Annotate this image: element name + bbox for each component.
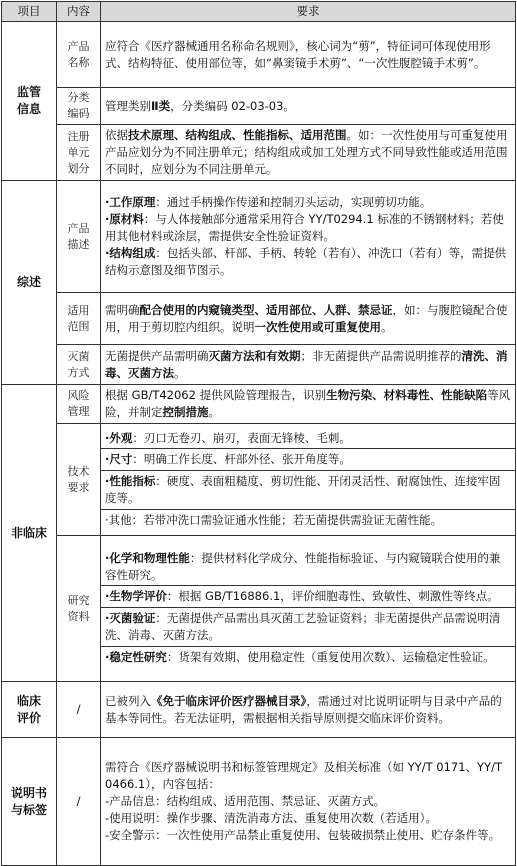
section-title-line: 评价 [16,710,41,725]
list-item: -安全警示：一次性使用产品禁止重复使用、包装破损禁止使用、贮存条件等。 [105,828,501,842]
text-bold: ·结构组成 [105,246,156,260]
text-segment: ：提供材料化学成分、性能指标验证、与内窥镜联合使用的兼容性研究。 [105,551,501,582]
label-line: 注册 [67,129,90,143]
text-bold: ·化学和物理性能 [105,551,190,565]
label-line: 风险 [67,389,90,402]
text-segment: ：刃口无卷刃、崩刃，表面无锋棱、毛刺。 [132,430,351,445]
section-title-line: 说明书 [10,785,47,800]
text-bold: 一次性使用或可重复使用 [254,319,381,334]
text-segment: 。 [208,405,220,419]
table-row [2,22,516,88]
text-segment: 。如：一次性使用与可重复使用产品应划分为不同注册单元；结构组成或加工处理方式不同导致性能或适用范围不同时，应划分为不同注册单元。 [105,128,508,176]
label-line: 要求 [67,480,90,494]
text-segment: ·其他：若带冲洗口需验证通水性能；若无菌提供需验证无菌性能。 [101,509,515,531]
risk-management-text [101,385,516,424]
text-segment: ，需通过对比说明证明与目录中产品的基本等同性。若无法证明，需根据相关指导原则提交临床评价资料。 [105,693,502,725]
text-segment: ：明确工作长度、杆部外径、张开角度等。 [132,451,351,466]
text-segment: 无菌提供产品需明确 [105,348,209,363]
text-segment: 。 [381,319,393,334]
text-segment: ：通过手柄操作传递和控制刃头运动，实现剪切功能。 [155,195,432,209]
research-data-text [101,536,516,682]
text-bold: 《免于临床评价医疗器械目录》 [151,693,307,708]
sterilization-label [57,345,101,385]
text-bold: ·外观 [105,430,133,445]
text-segment: 需符合《医疗器械说明书和标签管理规定》及相关标准（如 YY/T 0171、YY/T 0466.1），内容包括： [105,760,502,791]
product-description-text [101,181,516,293]
label-line: 划分 [67,161,90,175]
table-row [2,293,516,345]
label-line: 管理 [67,405,90,418]
section-overview-title: 综述 [2,181,57,385]
table-row [2,345,516,385]
requirements-table [1,1,516,866]
text-bold: 配合使用的内窥镜类型、适用部位、人群、禁忌证 [139,302,393,317]
label-line: 资料 [67,609,90,623]
text-segment: 已被列入 [105,693,151,708]
section-title-line: 信息 [16,102,41,116]
section-clinical-title [2,682,57,738]
section-title-line: 与标签 [10,802,47,817]
table-row [2,181,516,293]
label-line: 编码 [67,107,90,120]
header-item: 项目 [2,2,57,22]
text-segment: ：硬度、表面粗糙度、剪切性能、开闭灵活性、耐腐蚀性、连接牢固度等。 [105,473,501,505]
table-row [2,88,516,125]
section-labeling-title [2,738,57,866]
text-segment: ；非无菌提供产品需说明推荐的 [300,348,462,363]
text-bold: ·生物学评价 [105,589,167,603]
label-line: 研究 [67,593,90,607]
text-bold: 控制措施 [162,405,209,419]
text-segment: ，分类编码 02-03-03。 [170,98,295,113]
labeling-content: / [57,738,101,866]
text-segment: 。 [174,365,186,380]
text-segment: 依据 [105,128,128,142]
intended-use-label [57,293,101,345]
technical-requirements-text [101,424,516,536]
text-segment: ：无菌提供产品需出具灭菌工艺验证资料；非无菌提供产品需说明清洗、消毒、灭菌方法。 [105,611,501,642]
text-bold: ·稳定性研究 [105,650,167,664]
table-row [2,385,516,424]
label-line: 分类 [67,91,90,104]
table-row [2,424,516,536]
text-bold: 技术原理、结构组成、性能指标、适用范围 [128,128,347,142]
text-bold: ·原材料 [105,212,144,226]
product-name-label [57,22,101,88]
classification-text [101,88,516,125]
label-line: 产品 [67,221,90,235]
text-bold: ·灭菌验证 [105,611,156,625]
section-title-line: 监管 [16,85,41,99]
technical-requirements-label [57,424,101,536]
clinical-text [101,682,516,738]
list-item: -产品信息：结构组成、适用范围、禁忌证、灭菌方式。 [105,794,386,808]
label-line: 技术 [67,464,90,478]
section-regulatory-title [2,22,57,181]
text-segment: 等风险，并制定 [105,388,511,419]
table-row [2,682,516,738]
table-header-row [2,2,516,22]
label-line: 适用 [67,303,90,317]
text-segment: 需明确 [105,302,140,317]
text-bold: ·性能指标 [105,473,156,488]
label-line: 名称 [67,55,90,69]
table-row [2,536,516,682]
registration-unit-text [101,125,516,181]
header-content: 内容 [57,2,101,22]
labeling-text [101,738,516,866]
section-title-line: 临床 [16,693,41,708]
sterilization-text [101,345,516,385]
registration-unit-label [57,125,101,181]
risk-management-label [57,385,101,424]
label-line: 灭菌 [67,349,90,363]
section-non-clinical-title: 非临床 [2,385,57,682]
text-bold: 灭菌方法和有效期 [208,348,301,363]
text-segment: 根据 GB/T42062 提供风险管理报告，识别 [105,388,327,402]
research-data-label [57,536,101,682]
intended-use-text [101,293,516,345]
label-line: 描述 [67,237,90,251]
product-description-label [57,181,101,293]
text-bold: 生物污染、材料毒性、性能缺陷 [326,388,488,402]
text-segment: ：包括头部、杆部、手柄、转轮（若有）、冲洗口（若有）等，需提供结构示意图及细节图示。 [105,246,507,277]
classification-label [57,88,101,125]
table-row [2,125,516,181]
text-segment: ：货架有效期、使用稳定性（重复使用次数）、运输稳定性验证。 [166,650,495,664]
text-segment: ：与人体接触部分通常采用符合 YY/T0294.1 标准的不锈钢材料；若使用其他材料或涂层，需提供安全性验证资料。 [105,212,504,243]
text-bold: ·工作原理 [105,195,156,209]
table-row [2,738,516,866]
text-segment: ，如：与腹腔镜配合使用，用于剪切腔内组织。说明 [105,302,508,334]
text-segment: 管理类别 [105,98,151,113]
header-requirement: 要求 [101,2,516,22]
label-line: 方式 [67,365,90,379]
text-bold: 清洗、消毒、灭菌方法 [105,348,508,380]
text-bold: ·尺寸 [105,451,133,466]
text-segment: ：根据 GB/T16886.1，评价细胞毒性、致敏性、刺激性等终点。 [166,589,499,603]
clinical-content: / [57,682,101,738]
text-bold: Ⅱ类 [151,98,171,113]
label-line: 范围 [67,319,90,333]
label-line: 产品 [67,39,90,53]
label-line: 单元 [67,145,90,159]
product-name-text: 应符合《医疗器械通用名称命名规则》，核心词为“剪”，特征词可体现使用形式、结构特征、使用部位等，如“鼻窦镜手术剪”、“一次性腹腔镜手术剪”。 [101,22,516,88]
list-item: -使用说明：操作步骤、清洗消毒方法、重复使用次数（若适用）。 [105,811,437,825]
